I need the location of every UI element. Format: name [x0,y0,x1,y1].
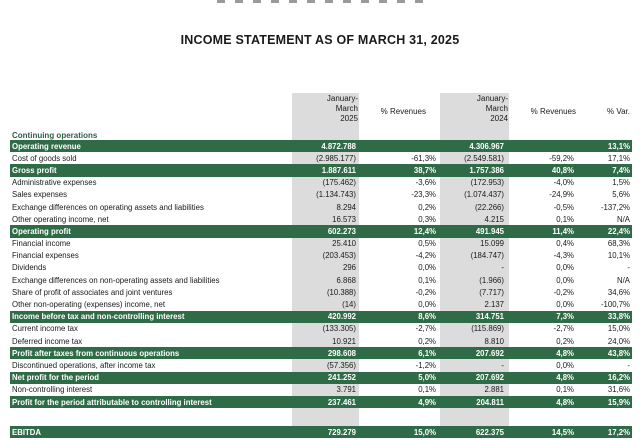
pct-revenue-2024: 40,8% [551,165,574,175]
pct-variation: 1,5% [612,178,630,188]
table-row [10,164,632,176]
value-2025: (1.134.743) [316,190,356,200]
value-2025: 25.410 [332,239,356,249]
value-2025: 6.868 [336,275,356,285]
page-title: INCOME STATEMENT AS OF MARCH 31, 2025 [180,33,460,47]
pct-revenue-2024: 0,0% [556,275,574,285]
table-row [10,262,632,274]
pct-revenue-2024: 14,5% [551,427,574,437]
pct-variation: 33,8% [607,312,630,322]
pct-revenue-2024: 0,2% [556,336,574,346]
pct-variation: 15,9% [607,397,630,407]
pct-revenue-2024: -4,0% [553,178,574,188]
pct-revenue-2025: 0,3% [418,214,436,224]
header-revenues-2024: % Revenues [530,107,576,116]
value-2025: (14) [342,300,356,310]
pct-revenue-2025: 0,0% [418,300,436,310]
table-row [10,189,632,201]
value-2024: 1.757.386 [438,166,506,175]
row-label: Administrative expenses [12,178,97,188]
table-row [10,201,632,213]
value-2024: (1.074.437) [464,190,504,200]
pct-revenue-2024: -24,9% [549,190,574,200]
value-2024: 491.945 [438,227,506,236]
table-row [10,311,632,323]
table-row [10,286,632,298]
value-2024: 314.751 [438,312,506,321]
value-2025: (175.462) [322,178,356,188]
value-2024: 207.692 [438,349,506,358]
row-label: Current income tax [12,324,78,334]
pct-variation: 43,8% [607,348,630,358]
pct-variation: 16,2% [607,373,630,383]
pct-revenue-2025: 15,0% [413,427,436,437]
pct-variation: 13,1% [607,141,630,151]
table-row [10,177,632,189]
pct-variation: 10,1% [607,251,630,261]
value-2024: - [501,360,504,370]
pct-revenue-2025: 8,6% [418,312,436,322]
value-2024: 4.215 [484,214,504,224]
pct-revenue-2025: -4,2% [415,251,436,261]
row-label: Financial income [12,239,71,249]
pct-variation: N/A [617,275,630,285]
value-2024: - [501,263,504,273]
value-2024: 204.811 [438,398,506,407]
pct-revenue-2025: -1,2% [415,360,436,370]
pct-revenue-2024: -4,3% [553,251,574,261]
pct-revenue-2024: 7,3% [556,312,574,322]
value-2024: 4.306.967 [438,142,506,151]
cropped-header-fragment [0,0,640,4]
pct-revenue-2025: 38,7% [413,165,436,175]
pct-revenue-2025: 5,0% [418,373,436,383]
pct-revenue-2025: 0,1% [418,385,436,395]
value-2025: (2.985.177) [316,153,356,163]
value-2024: 2.881 [484,385,504,395]
row-label: Non-controlling interest [12,385,93,395]
value-2025: (57.356) [326,360,356,370]
row-label: Net profit for the period [12,373,100,383]
table-row [10,140,632,152]
pct-revenue-2025: 12,4% [413,226,436,236]
pct-revenue-2025: 0,5% [418,239,436,249]
value-2025: 420.992 [292,312,358,321]
pct-revenue-2024: 0,0% [556,263,574,273]
header-variation: % Var. [607,107,630,116]
pct-variation: 31,6% [607,385,630,395]
row-label: Cost of goods sold [12,153,77,163]
row-label: Operating revenue [12,141,81,151]
row-label: Gross profit [12,165,57,175]
value-2024: 8.810 [484,336,504,346]
value-2024: (184.747) [470,251,504,261]
row-label: Profit for the period attributable to controlling interest [12,397,212,407]
pct-variation: 17,2% [607,427,630,437]
pct-variation: -137,2% [600,202,630,212]
table-row [10,238,632,250]
row-label: Income before tax and non-controlling interest [12,312,185,322]
pct-revenue-2024: 0,1% [556,214,574,224]
pct-revenue-2025: 0,2% [418,202,436,212]
pct-revenue-2024: 4,8% [556,397,574,407]
value-2025: 296 [342,263,356,273]
table-row [10,152,632,164]
table-row [10,225,632,237]
table-row [10,250,632,262]
pct-revenue-2024: 0,1% [556,385,574,395]
ebitda-row [10,426,632,438]
table-row [10,213,632,225]
row-label: Profit after taxes from continuous operations [12,348,180,358]
value-2025: 729.279 [292,428,358,437]
value-2024: (115.869) [471,324,504,334]
header-revenues-2025: % Revenues [380,107,426,116]
pct-revenue-2024: 4,8% [556,373,574,383]
value-2025: 237.461 [292,398,358,407]
value-2024: (22.266) [474,202,504,212]
pct-variation: 34,6% [607,287,630,297]
pct-revenue-2024: -0,5% [553,202,574,212]
row-label: Other non-operating (expenses) income, net [12,300,165,310]
row-label: Discontinued operations, after income tax [12,360,156,370]
table-row [10,396,632,408]
pct-revenue-2024: 0,4% [556,239,574,249]
value-2025: 10.921 [332,336,356,346]
pct-revenue-2024: -0,2% [553,287,574,297]
pct-revenue-2024: -59,2% [549,153,574,163]
header-jan-mar-2024: January- March 2024 [476,94,508,123]
row-label: Operating profit [12,226,71,236]
table-row [10,335,632,347]
pct-revenue-2025: 4,9% [418,397,436,407]
pct-variation: 24,0% [607,336,630,346]
row-label: Financial expenses [12,251,79,261]
section-label: Continuing operations [12,131,98,140]
table-row [10,359,632,371]
value-2024: (7.717) [479,287,504,297]
table-row [10,347,632,359]
row-label: Dividends [12,263,47,273]
value-2024: 15.099 [480,239,504,249]
pct-revenue-2025: 0,0% [418,263,436,273]
pct-variation: N/A [617,214,630,224]
pct-variation: 5,6% [612,190,630,200]
value-2025: 602.273 [292,227,358,236]
table-row [10,372,632,384]
value-2024: (2.549.581) [464,153,504,163]
row-label: Exchange differences on operating assets and liabilities [12,202,204,212]
value-2025: 16.573 [332,214,356,224]
pct-revenue-2025: 0,1% [418,275,436,285]
pct-revenue-2025: 6,1% [418,348,436,358]
pct-variation: -100,7% [600,300,630,310]
value-2025: 3.791 [336,385,356,395]
value-2025: 4.872.788 [292,142,358,151]
value-2024: 2.137 [484,300,504,310]
pct-revenue-2025: 0,2% [418,336,436,346]
pct-revenue-2025: -0,2% [415,287,436,297]
pct-variation: 17,1% [607,153,630,163]
value-2025: (203.453) [322,251,356,261]
pct-variation: 68,3% [607,239,630,249]
row-label: Deferred income tax [12,336,83,346]
value-2025: (10.388) [326,287,356,297]
value-2024: (1.966) [479,275,504,285]
pct-revenue-2024: -2,7% [553,324,574,334]
table-row [10,384,632,396]
row-label: EBITDA [12,427,42,437]
row-label: Sales expenses [12,190,68,200]
row-label: Other operating income, net [12,214,109,224]
row-label: Share of profit of associates and joint ventures [12,287,173,297]
table-row [10,274,632,286]
pct-variation: 15,0% [607,324,630,334]
ebitda-block [10,426,632,438]
value-2025: 1.887.611 [292,166,358,175]
pct-revenue-2024: 11,4% [552,226,574,236]
pct-revenue-2024: 0,0% [556,300,574,310]
pct-revenue-2024: 0,0% [556,360,574,370]
pct-revenue-2025: -3,6% [415,178,436,188]
value-2025: 241.252 [292,373,358,382]
value-2024: 207.692 [438,373,506,382]
pct-revenue-2025: -23,3% [411,190,436,200]
statement-rows [10,140,632,408]
pct-variation: 22,4% [607,226,630,236]
table-row [10,298,632,310]
value-2024: 622.375 [438,428,506,437]
pct-variation: 7,4% [612,165,630,175]
table-row [10,323,632,335]
header-jan-mar-2025: January- March 2025 [326,94,358,123]
value-2024: (172.953) [470,178,504,188]
pct-variation: - [627,263,630,273]
row-label: Exchange differences on non-operating assets and liabilities [12,275,220,285]
value-2025: 8.294 [336,202,356,212]
pct-variation: - [627,360,630,370]
value-2025: (133.305) [322,324,356,334]
pct-revenue-2025: -61,3% [411,153,436,163]
pct-revenue-2025: -2,7% [415,324,436,334]
value-2025: 298.608 [292,349,358,358]
pct-revenue-2024: 4,8% [556,348,574,358]
